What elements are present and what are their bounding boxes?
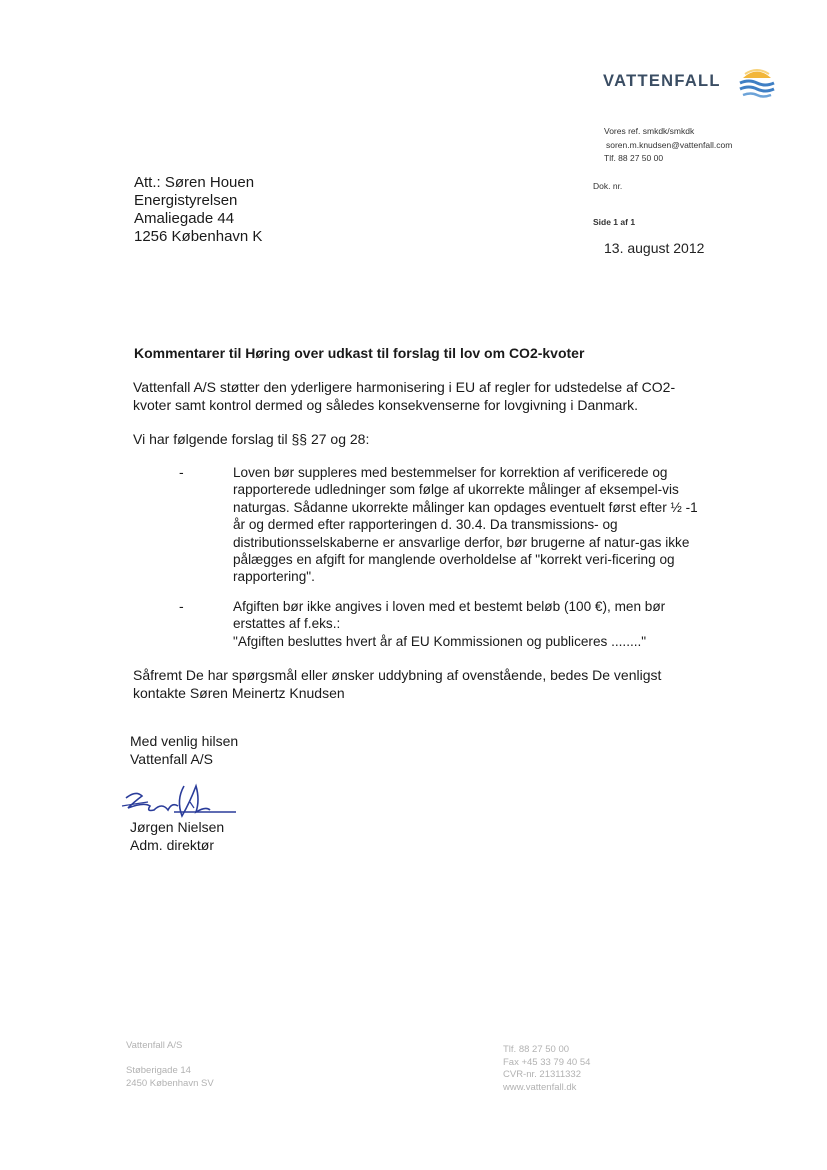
closing-block [130,732,238,768]
vattenfall-logo-icon [737,63,777,101]
footer-company: Vattenfall A/S [126,1040,183,1051]
greeting: Med venlig hilsen [130,733,239,749]
letter-subject: Kommentarer til Høring over udkast til forslag til lov om CO2-kvoter [134,345,585,361]
reference-number: Vores ref. smkdk/smkdk [604,126,695,136]
footer-web: www.vattenfall.dk [503,1081,577,1093]
footer-address [126,1065,214,1090]
bullet-item [233,598,703,650]
company-logo-text: VATTENFALL [603,72,721,90]
sender-company: Vattenfall A/S [130,751,214,767]
footer-fax: Fax +45 33 79 40 54 [503,1056,591,1068]
page-indicator: Side 1 af 1 [593,217,636,227]
document-number: Dok. nr. [593,181,623,191]
contact-phone: Tlf. 88 27 50 00 [604,153,664,163]
bullet-marker: - [179,464,184,480]
address-line: Amaliegade 44 [134,210,235,227]
bullet-quote: "Afgiften besluttes hvert år af EU Kommissionen og publiceres ........" [233,633,647,649]
contact-paragraph: Såfremt De har spørgsmål eller ønsker uddybning af ovenstående, bedes De venligst kontakte Søren Meinertz Knudsen [133,667,662,701]
bullet-text: Afgiften bør ikke angives i loven med et bestemt beløb (100 €), men bør erstattes af f.eks.: [233,599,666,632]
footer-contact [503,1044,590,1094]
footer-phone: Tlf. 88 27 50 00 [503,1044,570,1055]
address-line: 1256 København K [134,228,263,245]
contact-email: soren.m.knudsen@vattenfall.com [606,140,733,150]
address-line: Energistyrelsen [134,192,238,209]
address-line: Att.: Søren Houen [134,174,255,191]
proposal-intro: Vi har følgende forslag til §§ 27 og 28: [133,431,370,447]
signer-name: Jørgen Nielsen [130,819,225,835]
footer-city: 2450 København SV [126,1077,214,1089]
footer-cvr: CVR-nr. 21311332 [503,1069,581,1080]
signer-block [130,818,224,854]
bullet-item: Loven bør suppleres med bestemmelser for korrektion af verificerede og rapporterede udledninger som følge af ukorrekte målinger af eksempel-vis naturgas. Sådanne ukorrekte målinger kan opdages eventuelt først efter ½ -1 år og dermed efter rapporteringen d. 30.4. Da transmissions- og distributionsselskaberne er ansvarlige derfor, bør brugerne af natur-gas ikke pålægges en afgift for manglende overholdelse af "korrekt veri-ficering og rapportering". [233,465,698,585]
recipient-address [134,174,262,246]
bullet-marker: - [179,598,184,614]
intro-paragraph: Vattenfall A/S støtter den yderligere harmonisering i EU af regler for udstedelse af CO2-kvoter samt kontrol dermed og således konsekvenserne for lovgivning i Danmark. [133,379,676,413]
letter-date: 13. august 2012 [604,240,705,256]
signer-title: Adm. direktør [130,837,215,853]
footer-street: Støberigade 14 [126,1065,191,1076]
